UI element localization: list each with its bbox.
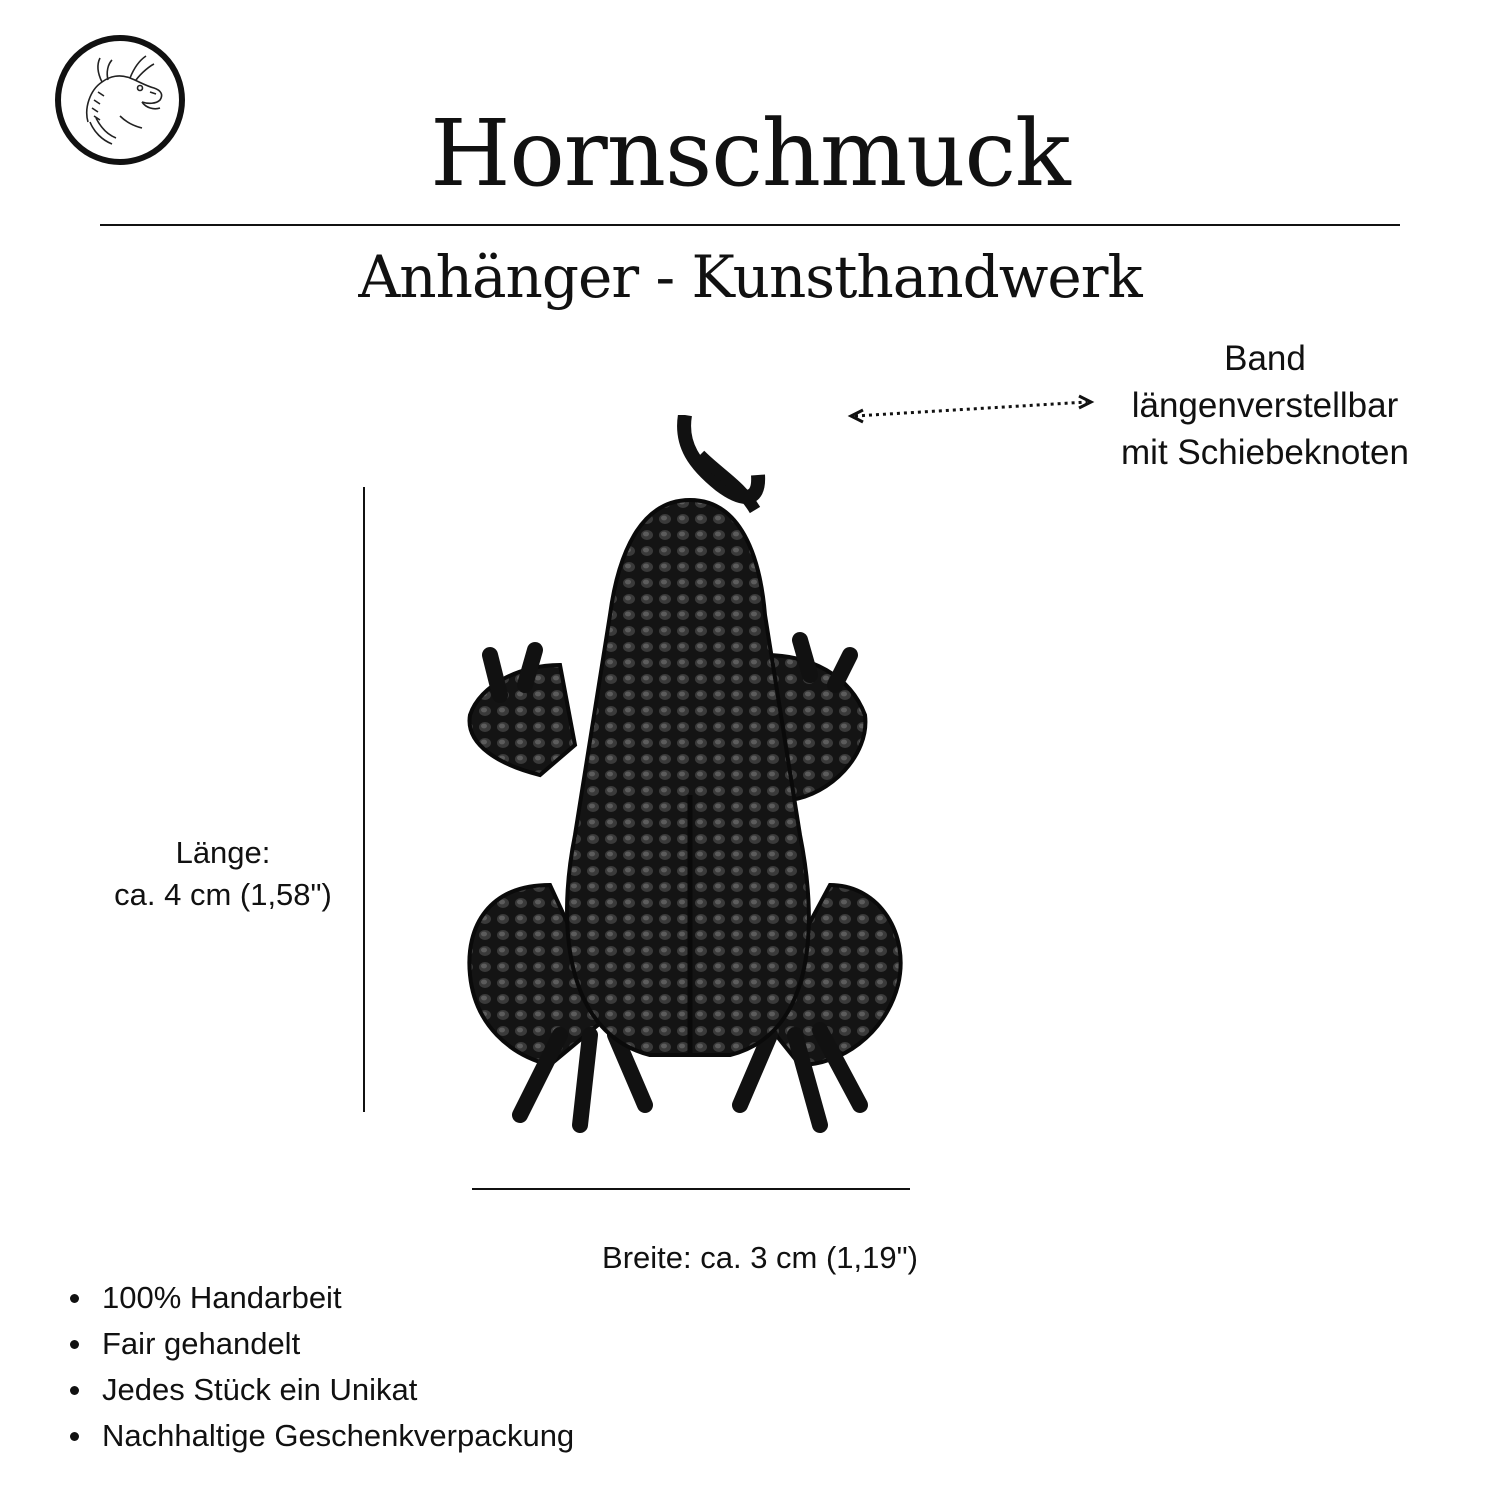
page-subtitle: Anhänger - Kunsthandwerk <box>358 243 1142 311</box>
feature-item: Nachhaltige Geschenkverpackung <box>70 1413 574 1459</box>
toad-pendant-image <box>440 415 940 1135</box>
feature-list <box>70 1275 574 1459</box>
length-note-line: ca. 4 cm (1,58") <box>114 877 332 912</box>
length-measure-line <box>363 487 365 1112</box>
band-note <box>1090 335 1440 476</box>
page-title: Hornschmuck <box>430 100 1070 207</box>
band-note-line: mit Schiebeknoten <box>1121 433 1409 472</box>
width-note: Breite: ca. 3 cm (1,19") <box>602 1240 918 1275</box>
feature-item: Fair gehandelt <box>70 1321 574 1367</box>
band-note-line: Band <box>1224 339 1306 378</box>
length-note-line: Länge: <box>175 835 271 870</box>
band-note-line: längenverstellbar <box>1131 386 1399 425</box>
feature-item: 100% Handarbeit <box>70 1275 574 1321</box>
feature-item: Jedes Stück ein Unikat <box>70 1367 574 1413</box>
width-measure-line <box>472 1188 910 1190</box>
title-divider <box>100 224 1400 226</box>
length-note <box>78 832 368 916</box>
